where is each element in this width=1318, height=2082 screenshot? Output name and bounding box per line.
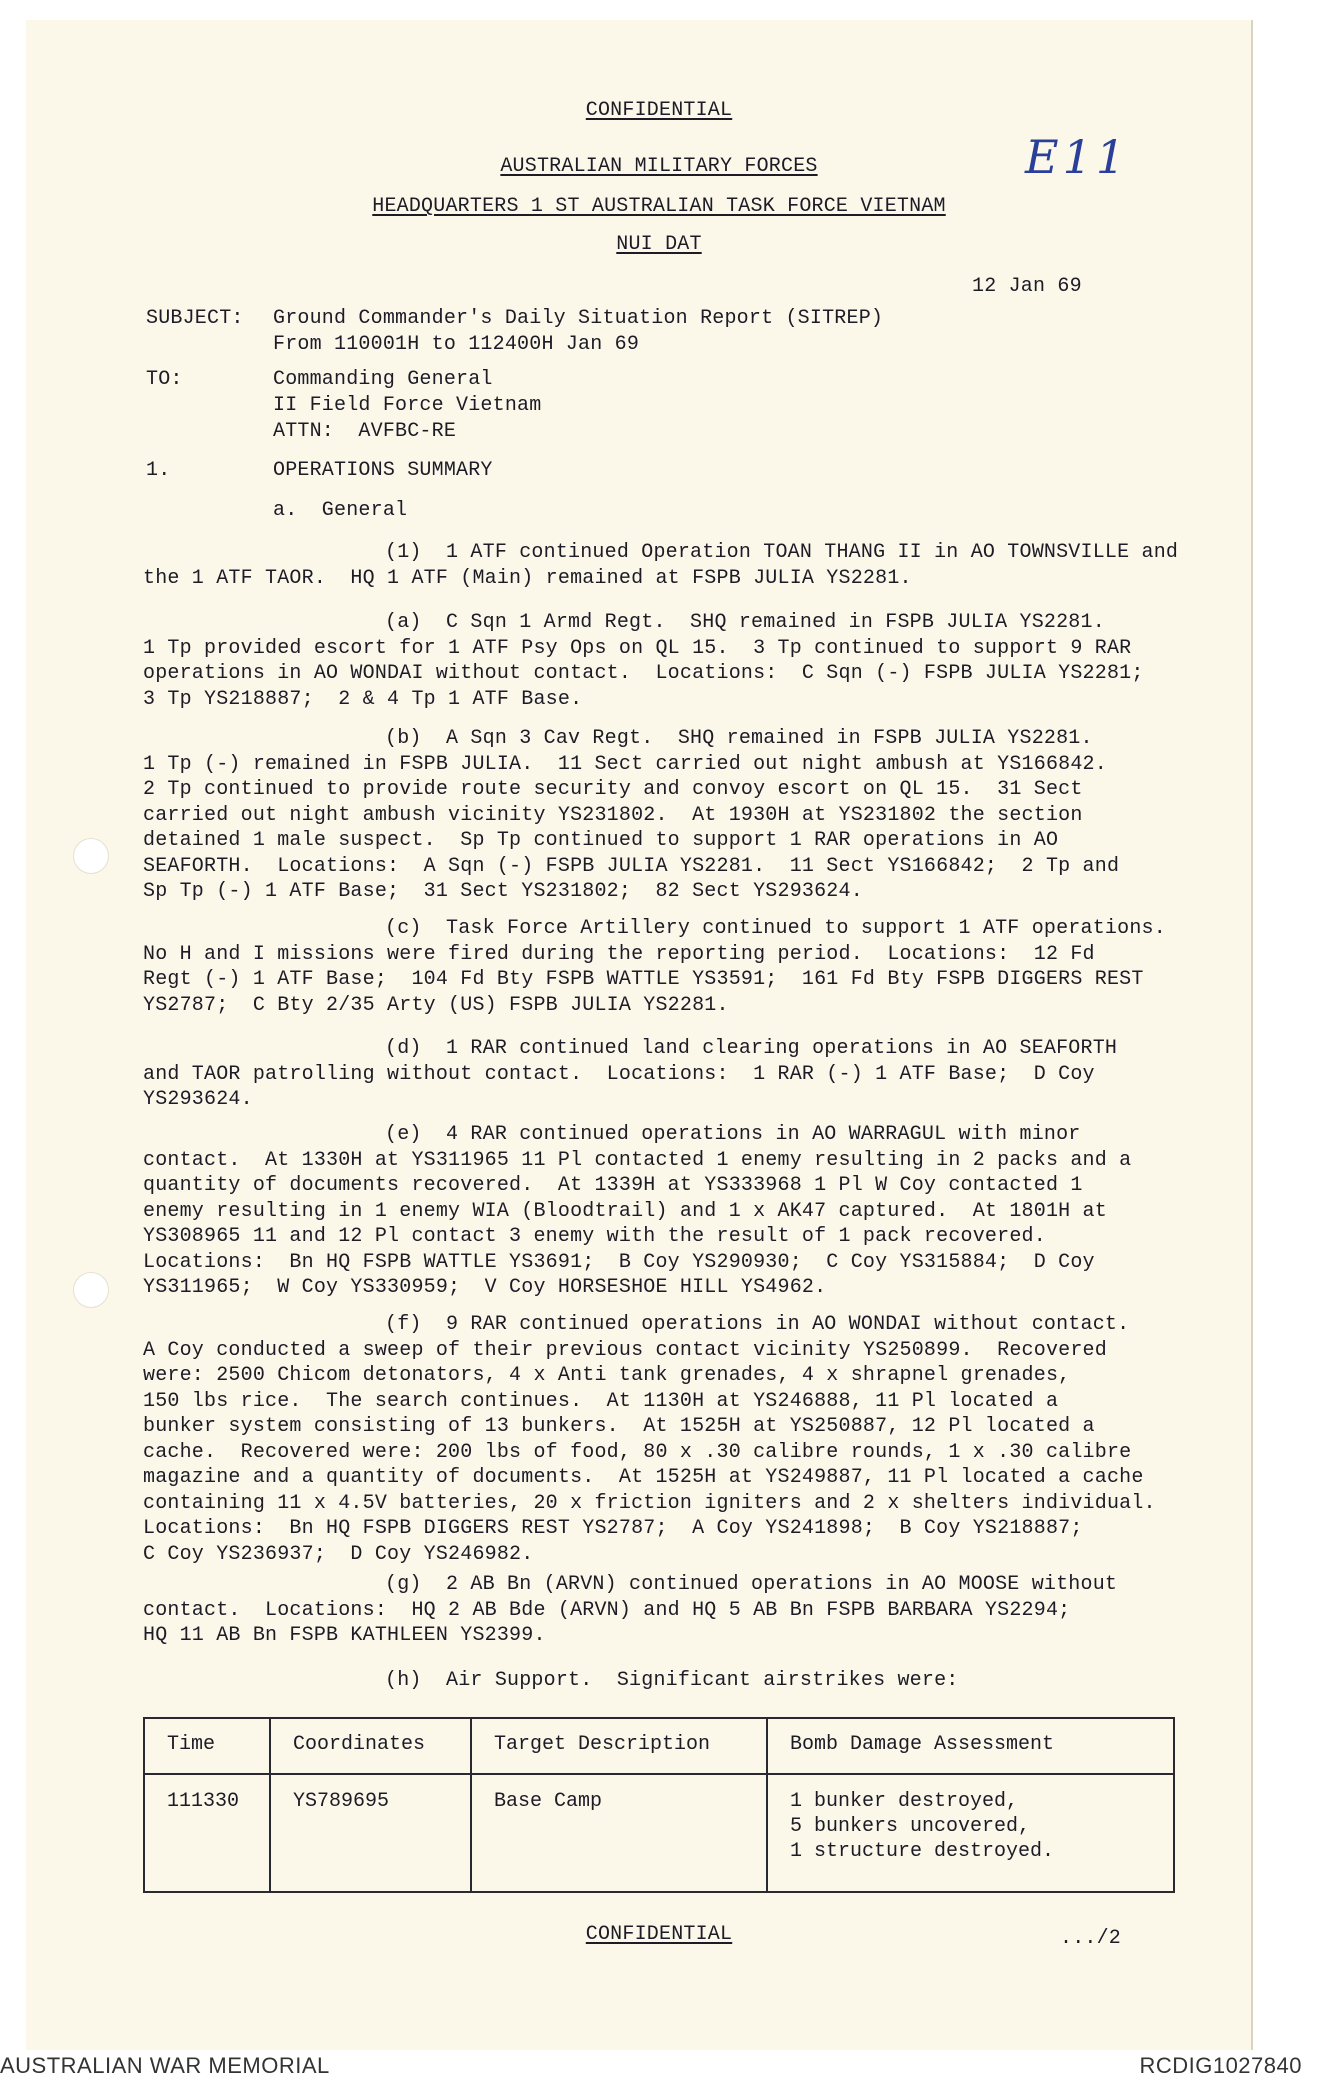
paragraph-line: HQ 11 AB Bn FSPB KATHLEEN YS2399. [143, 1624, 546, 1647]
paragraph-line: detained 1 male suspect. Sp Tp continued to support 1 RAR operations in AO [143, 829, 1059, 852]
paragraph-line: C Coy YS236937; D Coy YS246982. [143, 1542, 534, 1566]
paragraph-line: magazine and a quantity of documents. At 1525H at YS249887, 11 Pl located a cache [143, 1466, 1144, 1489]
paragraph-line: (f) 9 RAR continued operations in AO WONDAI without contact. [385, 1313, 1130, 1336]
airstrike-table [143, 1717, 1175, 1893]
footer-left-text: AUSTRALIAN WAR MEMORIAL [0, 2053, 330, 2078]
to-line-3: ATTN: AVFBC-RE [273, 420, 457, 443]
table-row [144, 1774, 1174, 1892]
table-header: Coordinates [270, 1718, 471, 1774]
subsection-heading: a. General [273, 499, 408, 522]
to-line-2: II Field Force Vietnam [273, 394, 542, 417]
paragraph-line: were: 2500 Chicom detonators, 4 x Anti tank grenades, 4 x shrapnel grenades, [143, 1364, 1071, 1387]
paragraph-line: 1 Tp provided escort for 1 ATF Psy Ops on QL 15. 3 Tp continued to support 9 RAR [143, 636, 1132, 660]
paragraph-line: carried out night ambush vicinity YS231802. At 1930H at YS231802 the section [143, 803, 1083, 827]
paragraph-line: (e) 4 RAR continued operations in AO WARRAGUL with minor [385, 1123, 1081, 1146]
subject-line-1: Ground Commander's Daily Situation Report (SITREP) [273, 307, 884, 330]
paragraph-line: bunker system consisting of 13 bunkers. At 1525H at YS250887, 12 Pl located a [143, 1415, 1095, 1438]
paragraph-line: 2 Tp continued to provide route security and convoy escort on QL 15. 31 Sect [143, 778, 1083, 801]
paragraph-line: YS311965; W Coy YS330959; V Coy HORSESHOE HILL YS4962. [143, 1276, 827, 1299]
paragraph-line: cache. Recovered were: 200 lbs of food, 80 x .30 calibre rounds, 1 x .30 calibre [143, 1440, 1132, 1464]
table-cell: 1 bunker destroyed, 5 bunkers uncovered, 1 structure destroyed. [767, 1774, 1174, 1892]
paragraph-line: SEAFORTH. Locations: A Sqn (-) FSPB JULIA YS2281. 11 Sect YS166842; 2 Tp and [143, 854, 1120, 878]
handwritten-mark: E11 [1025, 130, 1130, 184]
paragraph-line: 3 Tp YS218887; 2 & 4 Tp 1 ATF Base. [143, 687, 583, 711]
paragraph-line: (d) 1 RAR continued land clearing operations in AO SEAFORTH [385, 1037, 1118, 1060]
header-line-2: HEADQUARTERS 1 ST AUSTRALIAN TASK FORCE VIETNAM [372, 195, 946, 218]
section-title: OPERATIONS SUMMARY [273, 459, 493, 482]
report-date: 12 Jan 69 [972, 275, 1082, 298]
paragraph-line: (c) Task Force Artillery continued to support 1 ATF operations. [385, 917, 1166, 940]
paragraph-line: YS2787; C Bty 2/35 Arty (US) FSPB JULIA YS2281. [143, 993, 729, 1017]
paragraph-line: quantity of documents recovered. At 1339H at YS333968 1 Pl W Coy contacted 1 [143, 1174, 1083, 1197]
table-cell: YS789695 [270, 1774, 471, 1892]
paragraph-line: (1) 1 ATF continued Operation TOAN THANG II in AO TOWNSVILLE and [385, 541, 1179, 564]
subject-label: SUBJECT: [146, 307, 244, 330]
table-cell: 111330 [144, 1774, 270, 1892]
paragraph-line: operations in AO WONDAI without contact. Locations: C Sqn (-) FSPB JULIA YS2281; [143, 662, 1144, 685]
page-continuation: .../2 [1060, 1927, 1122, 1950]
to-line-1: Commanding General [273, 368, 493, 391]
paragraph-line: contact. At 1330H at YS311965 11 Pl contacted 1 enemy resulting in 2 packs and a [143, 1148, 1132, 1172]
header-line-3: NUI DAT [616, 233, 702, 256]
footer-right-text: RCDIG1027840 [1139, 2053, 1302, 2078]
paragraph-line: (h) Air Support. Significant airstrikes were: [385, 1669, 959, 1692]
punch-hole [73, 1272, 109, 1308]
table-header: Time [144, 1718, 270, 1774]
table-cell: Base Camp [471, 1774, 767, 1892]
paragraph-line: contact. Locations: HQ 2 AB Bde (ARVN) and HQ 5 AB Bn FSPB BARBARA YS2294; [143, 1598, 1071, 1622]
section-number: 1. [146, 459, 171, 482]
paragraph-line: YS308965 11 and 12 Pl contact 3 enemy with the result of 1 pack recovered. [143, 1225, 1046, 1248]
paragraph-line: and TAOR patrolling without contact. Locations: 1 RAR (-) 1 ATF Base; D Coy [143, 1062, 1095, 1086]
paragraph-line: A Coy conducted a sweep of their previous contact vicinity YS250899. Recovered [143, 1338, 1107, 1362]
classification-top: CONFIDENTIAL [585, 99, 733, 122]
paragraph-line: 150 lbs rice. The search continues. At 1130H at YS246888, 11 Pl located a [143, 1389, 1059, 1413]
punch-hole [73, 838, 109, 874]
to-label: TO: [146, 368, 183, 391]
archive-footer [0, 2050, 1318, 2082]
table-header: Bomb Damage Assessment [767, 1718, 1174, 1774]
subject-line-2: From 110001H to 112400H Jan 69 [273, 333, 640, 356]
paragraph-line: Regt (-) 1 ATF Base; 104 Fd Bty FSPB WATTLE YS3591; 161 Fd Bty FSPB DIGGERS REST [143, 968, 1144, 991]
paragraph-line: Locations: Bn HQ FSPB WATTLE YS3691; B Coy YS290930; C Coy YS315884; D Coy [143, 1250, 1095, 1274]
paragraph-line: Sp Tp (-) 1 ATF Base; 31 Sect YS231802; 82 Sect YS293624. [143, 880, 863, 903]
paragraph-line: No H and I missions were fired during the reporting period. Locations: 12 Fd [143, 942, 1095, 966]
paragraph-line: the 1 ATF TAOR. HQ 1 ATF (Main) remained at FSPB JULIA YS2281. [143, 566, 912, 590]
paragraph-line: containing 11 x 4.5V batteries, 20 x friction igniters and 2 x shelters individual. [143, 1491, 1156, 1515]
paragraph-line: Locations: Bn HQ FSPB DIGGERS REST YS2787; A Coy YS241898; B Coy YS218887; [143, 1517, 1083, 1540]
paragraph-line: (a) C Sqn 1 Armd Regt. SHQ remained in FSPB JULIA YS2281. [385, 611, 1105, 634]
paragraph-line: YS293624. [143, 1088, 253, 1111]
paragraph-line: (g) 2 AB Bn (ARVN) continued operations in AO MOOSE without [385, 1573, 1118, 1596]
paragraph-line: 1 Tp (-) remained in FSPB JULIA. 11 Sect carried out night ambush at YS166842. [143, 752, 1107, 776]
table-header: Target Description [471, 1718, 767, 1774]
classification-bottom: CONFIDENTIAL [585, 1923, 733, 1946]
paragraph-line: (b) A Sqn 3 Cav Regt. SHQ remained in FSPB JULIA YS2281. [385, 727, 1093, 750]
header-line-1: AUSTRALIAN MILITARY FORCES [500, 155, 818, 178]
paragraph-line: enemy resulting in 1 enemy WIA (Bloodtrail) and 1 x AK47 captured. At 1801H at [143, 1199, 1107, 1223]
